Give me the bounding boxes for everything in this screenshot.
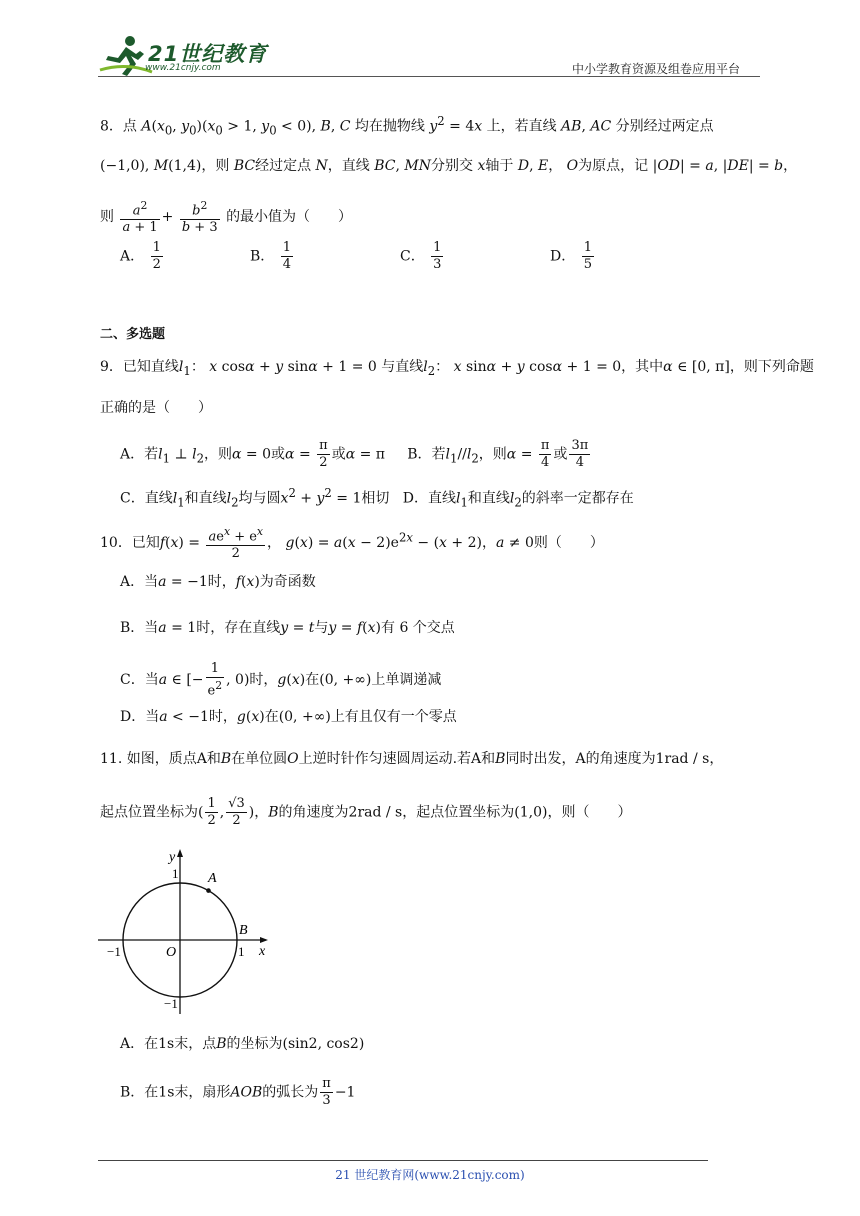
q11-text: ，则（ ） — [547, 804, 632, 821]
q11-option-a[interactable]: A．在1s末，点B的坐标为(sin2, cos2) — [120, 1036, 365, 1052]
unit-circle-figure — [96, 842, 286, 1018]
q11-text: (sin2, cos2) — [282, 1036, 365, 1052]
q9-text: 与直线 — [381, 359, 424, 375]
q11-text: ，起点位置坐标为 — [402, 804, 515, 821]
q11-text: 的角速度为 — [278, 804, 349, 821]
q9-text: 9．已知直线 — [100, 359, 179, 375]
q9-text: 相切 — [361, 490, 390, 507]
q11-text: 的弧长为 — [262, 1084, 319, 1101]
option-label: A． — [120, 248, 145, 265]
q10-text: 时，存在直线 — [196, 620, 281, 636]
q11-line2: 起点位置坐标为( $\frac{1}{2}$ , $\frac{√3}{2}$ )，B的角速度为2rad / s，起点位置坐标为(1,0)，则（ ） — [100, 796, 632, 828]
q9-text: C．直线 — [120, 490, 173, 507]
q8-text: ，则 — [201, 158, 230, 174]
q11-text: 1s — [158, 1084, 175, 1101]
q11-text: 1s — [158, 1036, 175, 1052]
q8-text: 8．点 — [100, 118, 137, 135]
q11-text: 1rad / s — [655, 751, 710, 767]
q11-text: 同时出发，A的角速度为 — [505, 751, 656, 767]
header-platform-text: 中小学教育资源及组卷应用平台 — [572, 62, 741, 76]
q10-text: 在 — [305, 672, 320, 689]
q8-line3: 则 $\frac{a^2}{a + 1}$ + $\frac{b^2}{b + 3}$ 的最小值为（ ） — [100, 199, 353, 236]
q11-text: 末，扇形 — [174, 1084, 231, 1101]
option-numerator: 1 — [433, 240, 442, 255]
option-denominator: 3 — [433, 257, 442, 272]
q10-option-d[interactable]: D．当a < −1时，g(x)在(0, +∞)上有且仅有一个零点 — [120, 709, 457, 725]
q8-text: 轴于 — [485, 158, 514, 174]
option-numerator: 1 — [152, 240, 161, 255]
q8-option-d[interactable] — [550, 240, 596, 273]
q8-text: ，直线 — [327, 158, 370, 174]
section-title: 二、多选题 — [100, 327, 166, 342]
q11-text: B．在 — [120, 1084, 159, 1101]
q10-text: D．当 — [120, 709, 160, 725]
q10-text: 则（ ） — [533, 535, 604, 552]
q8-line1: 8．点 $A(x_0$, $y_0)(x_0 > 1$, $y_0 < 0$), B, C 均在抛物线 $y^2 = 4x$ 上，若直线 AB, AC 分别经过两定点 — [100, 114, 714, 138]
q8-text: 的最小值为（ ） — [226, 209, 353, 226]
q10-text: ， — [481, 535, 496, 552]
label-y-axis: y — [169, 850, 176, 865]
q8-text: 分别经过两定点 — [615, 118, 714, 135]
q9-text: 均与圆 — [238, 490, 281, 507]
option-denominator: 4 — [282, 257, 292, 272]
option-denominator: 5 — [583, 257, 592, 272]
q10-text: 为奇函数 — [259, 574, 316, 590]
q10-option-c[interactable]: C．当a ∈ [− $\frac{1}{e^2}$ , 0)时，g(x)在(0, +∞)上单调递减 — [120, 661, 442, 699]
q11-text: 起点位置坐标为 — [100, 804, 198, 821]
label-x-axis: x — [259, 944, 266, 959]
x-axis-arrow-icon — [260, 937, 268, 943]
q11-text: AOB — [230, 1084, 263, 1101]
logo-url: www.21cnjy.com — [145, 63, 221, 73]
q10-text: 与 — [314, 620, 329, 636]
q11-line1: 11. 如图，质点A和B在单位圆O上逆时针作匀速圆周运动.若A和B同时出发，A的角速度为1rad / s， — [100, 751, 724, 767]
option-label: C． — [400, 248, 425, 265]
q10-option-b[interactable]: B．当a = 1时，存在直线y = t与y = f(x)有 6 个交点 — [120, 620, 455, 636]
q11-text: A．在 — [120, 1036, 159, 1052]
q11-text: (1,0) — [514, 804, 548, 821]
point-a — [206, 888, 211, 893]
q10-text: 有 6 个交点 — [381, 620, 455, 636]
q8-option-c[interactable] — [400, 240, 445, 273]
q10-line1: 10．已知f(x) = $\frac{ae^x + e^x}{2}$ ， $g(x) = a(x - 2)e^{2x} - (x + 2)$，a ≠ 0则（ ） — [100, 525, 604, 562]
q8-text: 为原点，记 — [578, 158, 649, 174]
q9-text: B．若 — [407, 446, 446, 463]
q8-text: 则 — [100, 209, 114, 226]
q10-text: 时， — [249, 672, 278, 689]
q10-text: 在 — [264, 709, 279, 725]
q9-text: A．若 — [120, 446, 159, 463]
q11-text: ， — [709, 751, 724, 767]
logo-text: 21世纪教育 — [148, 42, 268, 66]
q9-option-cd[interactable]: C．直线$l_1$和直线$l_2$均与圆$x^2 + y^2 = 1$相切 D．直线$l_1$和直线$l_2$的斜率一定都存在 — [120, 486, 634, 510]
option-numerator: 1 — [583, 240, 592, 255]
q9-text: ，则 — [204, 446, 233, 463]
q10-text: 时， — [207, 574, 236, 590]
q11-text: 在单位圆 — [231, 751, 288, 767]
q9-text: ，则下列命题 — [729, 359, 814, 375]
q11-text: 11. 如图，质点A和 — [100, 751, 221, 767]
q9-option-ab[interactable]: A．若$l_1$ ⊥ $l_2$，则α = 0或α = $\frac{\pi}{2}$ 或α = π B．若$l_1//l_2$，则α = $\frac{\pi}{4}$ 或 $\frac{3\pi}{4}$ — [120, 438, 589, 470]
q10-option-a[interactable]: A．当a = −1时，f(x)为奇函数 — [120, 574, 316, 590]
q9-text: 或 — [271, 446, 286, 463]
q9-text: ，其中 — [621, 359, 664, 375]
option-label: D． — [550, 248, 576, 265]
option-denominator: 2 — [152, 257, 161, 272]
tick-label-y-1: 1 — [172, 866, 179, 881]
q8-text: 均在抛物线 — [354, 118, 425, 135]
q9-text: 和直线 — [184, 490, 227, 507]
footer-link[interactable]: 21 世纪教育网(www.21cnjy.com) — [335, 1168, 525, 1182]
tick-label-x-1: 1 — [238, 944, 245, 959]
tick-label-y-neg1: −1 — [164, 996, 178, 1011]
q10-text: 上有且仅有一个零点 — [330, 709, 457, 725]
option-label: B． — [250, 248, 275, 265]
q9-text: 的斜率一定都存在 — [521, 490, 634, 507]
q11-text: 2rad / s — [348, 804, 403, 821]
q10-text: 时， — [208, 709, 237, 725]
footer-divider — [98, 1160, 708, 1161]
label-a: A — [208, 871, 217, 886]
q10-text: 上单调递减 — [371, 672, 442, 689]
q8-option-b[interactable] — [250, 240, 295, 273]
q10-text: 10．已知 — [100, 535, 160, 552]
q9-text: ，则 — [478, 446, 507, 463]
label-b: B — [239, 923, 248, 938]
q8-line2: (−1,0), M(1,4)，则 BC经过定点 N，直线 BC, MN分别交 x轴于 D, E， O为原点，记 |OD| = a, |DE| = b， — [100, 158, 798, 174]
q11-text: 末，点 — [174, 1036, 217, 1052]
q9-text: D．直线 — [402, 490, 456, 507]
q8-text: 分别交 — [431, 158, 474, 174]
q9-text: 和直线 — [467, 490, 510, 507]
q8-option-a[interactable] — [120, 240, 165, 273]
tick-label-x-neg1: −1 — [107, 944, 121, 959]
q11-option-b[interactable]: B．在1s末，扇形AOB的弧长为 $\frac{\pi}{3}$ −1 — [120, 1076, 356, 1108]
q11-text: 上逆时针作匀速圆周运动.若A和 — [298, 751, 496, 767]
q9-text: 或 — [553, 446, 568, 463]
q9-line2: 正确的是（ ） — [100, 400, 212, 416]
q10-text: C．当 — [120, 672, 159, 689]
label-origin: O — [166, 945, 177, 960]
option-numerator: 1 — [282, 240, 292, 255]
q8-text: ， — [548, 158, 563, 174]
q9-text: 或 — [331, 446, 346, 463]
q8-text: 上，若直线 — [486, 118, 557, 135]
q8-text: 经过定点 — [255, 158, 312, 174]
header-divider — [98, 76, 760, 77]
y-axis-arrow-icon — [177, 849, 183, 857]
q11-text: ， — [254, 804, 269, 821]
q10-text: ， — [267, 535, 282, 552]
q9-line1: 9．已知直线$l_1$： x cosα + y sinα + 1 = 0 与直线$l_2$： x sinα + y cosα + 1 = 0，其中α ∈ [0, π]，则下列命题 — [100, 359, 814, 378]
q10-text: A．当 — [120, 574, 159, 590]
q11-text: 的坐标为 — [226, 1036, 283, 1052]
q10-text: B．当 — [120, 620, 159, 636]
